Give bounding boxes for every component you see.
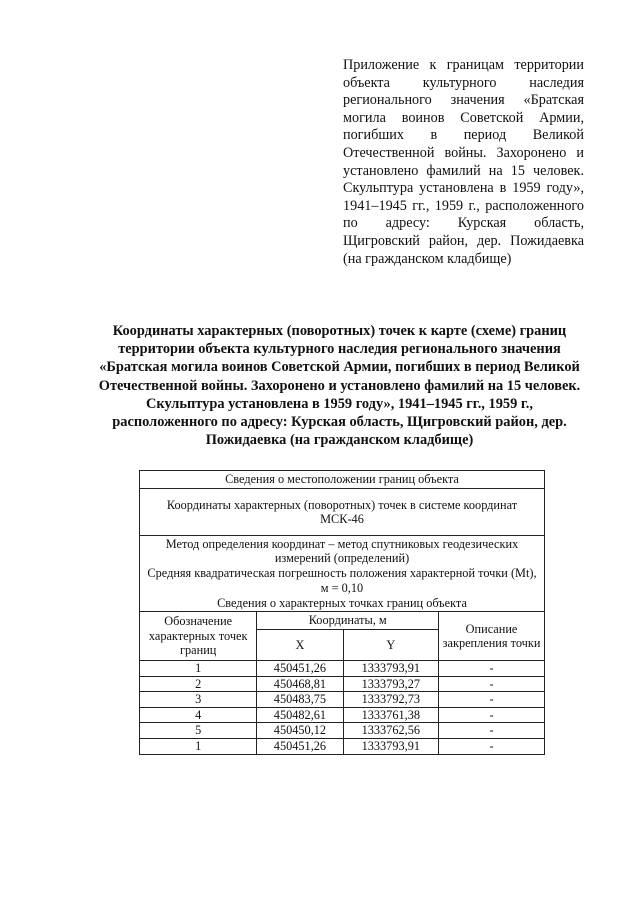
- column-header-row-1: [140, 612, 545, 630]
- point-number: 2: [140, 676, 257, 692]
- point-description: -: [439, 723, 545, 739]
- point-x: 450468,81: [257, 676, 343, 692]
- point-y: 1333762,56: [343, 723, 439, 739]
- table-row: [140, 660, 545, 676]
- table-row: [140, 738, 545, 754]
- method-text: Метод определения координат – метод спутниковых геодезических измерений (определений): [165, 536, 519, 566]
- col-y-header: Y: [343, 629, 439, 660]
- table-row: [140, 692, 545, 708]
- point-number: 5: [140, 723, 257, 739]
- location-header: Сведения о местоположении границ объекта: [140, 471, 545, 489]
- point-number: 1: [140, 738, 257, 754]
- point-y: 1333793,91: [343, 738, 439, 754]
- point-y: 1333761,38: [343, 707, 439, 723]
- precision-text: Средняя квадратическая погрешность положения характерной точки (Мt), м = 0,10: [147, 566, 537, 595]
- col-x-header: X: [257, 629, 343, 660]
- point-description: -: [439, 676, 545, 692]
- point-x: 450482,61: [257, 707, 343, 723]
- point-y: 1333792,73: [343, 692, 439, 708]
- method-row: [140, 535, 545, 612]
- col-description-header: Описание закрепления точки: [439, 612, 545, 661]
- point-number: 4: [140, 707, 257, 723]
- point-description: -: [439, 692, 545, 708]
- point-description: -: [439, 660, 545, 676]
- col-designation-header: Обозначение характерных точек границ: [140, 612, 257, 661]
- method-cell: [140, 535, 545, 612]
- table-row: [140, 723, 545, 739]
- point-y: 1333793,91: [343, 660, 439, 676]
- point-number: 3: [140, 692, 257, 708]
- point-x: 450451,26: [257, 660, 343, 676]
- table-row: [140, 676, 545, 692]
- point-x: 450451,26: [257, 738, 343, 754]
- appendix-note: Приложение к границам территории объекта культурного наследия регионального значения «Братская могила воинов Советской Армии, погибших в период Великой Отечественной войны. Захоронено и установлено фамилий на 15 человек. Скульптура установлена в 1959 году», 1941–1945 гг., 1959 г., расположенного по адресу: Курская область, Щигровский район, дер. Пожидаевка (на гражданском кладбище): [343, 57, 584, 267]
- point-description: -: [439, 707, 545, 723]
- coordinates-table: [139, 470, 545, 755]
- point-description: -: [439, 738, 545, 754]
- point-number: 1: [140, 660, 257, 676]
- point-y: 1333793,27: [343, 676, 439, 692]
- point-x: 450483,75: [257, 692, 343, 708]
- document-title: Координаты характерных (поворотных) точек к карте (схеме) границ территории объекта культурного наследия регионального значения «Братская могила воинов Советской Армии, погибших в период Великой Отечественной войны. Захоронено и установлено фамилий на 15 человек. Скульптура установлена в 1959 году», 1941–1945 гг., 1959 г., расположенного по адресу: Курская область, Щигровский район, дер. Пожидаевка (на гражданском кладбище): [98, 323, 581, 449]
- points-header: Сведения о характерных точках границ объекта: [217, 595, 467, 610]
- coord-system-row: [140, 488, 545, 535]
- table-row: [140, 707, 545, 723]
- col-coordinates-header: Координаты, м: [257, 612, 439, 630]
- coord-system-cell: Координаты характерных (поворотных) точек в системе координат МСК-46: [140, 488, 545, 535]
- point-x: 450450,12: [257, 723, 343, 739]
- location-header-row: [140, 471, 545, 489]
